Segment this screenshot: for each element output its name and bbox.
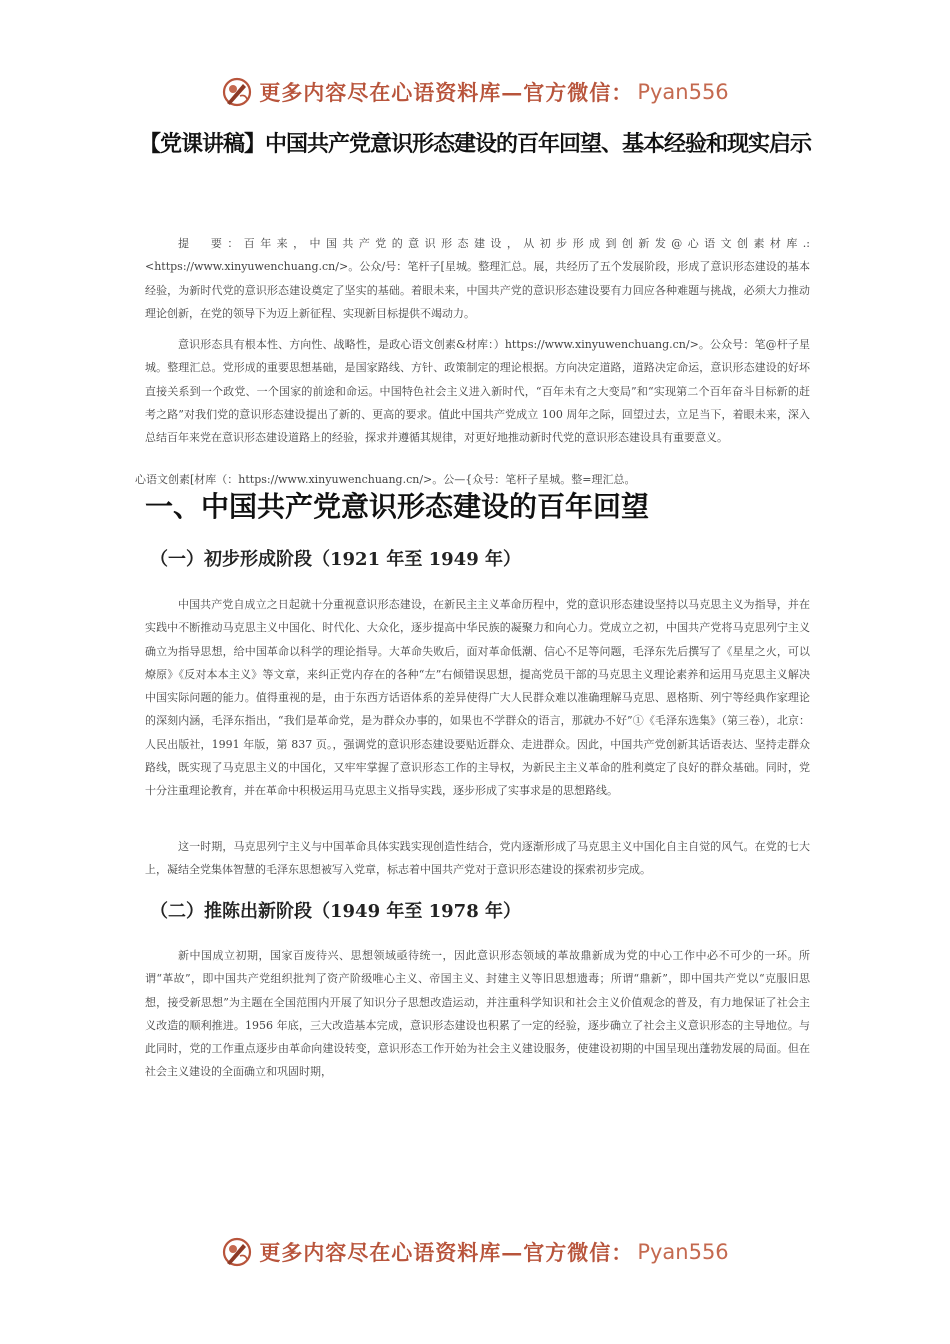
pen-flower-logo-icon: [221, 1236, 253, 1268]
subsection-heading-1: （一）初步形成阶段（1921 年至 1949 年）: [150, 549, 521, 570]
banner-text: 更多内容尽在心语资料库—官方微信：: [259, 80, 634, 105]
subsection-heading-2: （二）推陈出新阶段（1949 年至 1978 年）: [150, 901, 521, 922]
footer-banner: [0, 1232, 950, 1272]
banner-wechat-id: Pyan556: [637, 80, 729, 104]
banner-text: 更多内容尽在心语资料库—官方微信：: [259, 1240, 634, 1265]
subsection-1-paragraph-1: 中国共产党自成立之日起就十分重视意识形态建设，在新民主主义革命历程中，党的意识形态建设坚持以马克思主义为指导，并在实践中不断推动马克思主义中国化、时代化、大众化，逐步提高中华民族的凝聚力和向心力。党成立之初，中国共产党将马克思列宁主义确立为指导思想，给中国革命以科学的理论指导。大革命失败后，面对革命低潮、信心不足等问题，毛泽东先后撰写了《星星之火，可以燎原》《反对本本主义》等文章，来纠正党内存在的各种“左”右倾错误思想，提高党员干部的马克思主义理论素养和运用马克思主义解决中国实际问题的能力。值得重视的是，由于东西方话语体系的差异使得广大人民群众难以准确理解马克思、恩格斯、列宁等经典作家理论的深刻内涵，毛泽东指出，“我们是革命党，是为群众办事的，如果也不学群众的语言，那就办不好”①《毛泽东选集》（第三卷），北京：人民出版社，1991 年版，第 837 页。，强调党的意识形态建设要贴近群众、走进群众。因此，中国共产党创新其话语表达、坚持走群众路线，既实现了马克思主义的中国化，又牢牢掌握了意识形态工作的主导权，为新民主主义革命的胜利奠定了良好的群众基础。同时，党十分注重理论教育，并在革命中积极运用马克思主义指导实践，逐步形成了实事求是的思想路线。: [145, 598, 810, 798]
abstract-paragraph: 提 要：百年来，中国共产党的意识形态建设，从初步形成到创新发@心语文创素材库.:<https://www.xinyuwenchuang.cn/>。公众/号：笔杆子[星城。整理汇总。展，共经历了五个发展阶段，形成了意识形态建设的基本经验，为新时代党的意识形态建设奠定了坚实的基础。着眼未来，中国共产党的意识形态建设要有力回应各种难题与挑战，必须大力推动理论创新，在党的领导下为迈上新征程、实现新目标提供不竭动力。: [145, 237, 810, 320]
header-banner: [0, 72, 950, 112]
banner-wechat-id: Pyan556: [637, 1240, 729, 1264]
section-heading-1: 一、中国共产党意识形态建设的百年回望: [145, 490, 650, 523]
subsection-1-paragraph-2: 这一时期，马克思列宁主义与中国革命具体实践实现创造性结合，党内逐渐形成了马克思主义中国化自主自觉的风气。在党的七大上，凝结全党集体智慧的毛泽东思想被写入党章，标志着中国共产党对于意识形态建设的探索初步完成。: [145, 840, 810, 877]
document-title: 【党课讲稿】中国共产党意识形态建设的百年回望、基本经验和现实启示: [138, 132, 811, 157]
pen-flower-logo-icon: [221, 76, 253, 108]
intro-paragraph: 意识形态具有根本性、方向性、战略性，是政心语文创素&材库：）https://www.xinyuwenchuang.cn/>。公众号：笔@杆子星城。整理汇总。党形成的重要思想基础，是国家路线、方针、政策制定的理论根据。方向决定道路，道路决定命运，意识形态建设的好坏直接关系到一个政党、一个国家的前途和命运。中国特色社会主义进入新时代，“百年未有之大变局”和“实现第二个百年奋斗目标新的赶考之路”对我们党的意识形态建设提出了新的、更高的要求。值此中国共产党成立 100 周年之际，回望过去，立足当下，着眼未来，深入总结百年来党在意识形态建设道路上的经验，探求并遵循其规律，对更好地推动新时代党的意识形态建设具有重要意义。: [145, 338, 810, 445]
source-note: 心语文创素[材库（：https://www.xinyuwenchuang.cn/>。公—{众号：笔杆子星城。整=理汇总。: [135, 473, 636, 486]
subsection-2-paragraph-1: 新中国成立初期，国家百废待兴、思想领域亟待统一，因此意识形态领域的革故鼎新成为党的中心工作中必不可少的一环。所谓“革故”，即中国共产党组织批判了资产阶级唯心主义、帝国主义、封建主义等旧思想遗毒；所谓“鼎新”，即中国共产党以“克服旧思想，接受新思想”为主题在全国范围内开展了知识分子思想改造运动，并注重科学知识和社会主义价值观念的普及，有力地保证了社会主义改造的顺利推进。1956 年底，三大改造基本完成，意识形态建设也积累了一定的经验，逐步确立了社会主义意识形态的主导地位。与此同时，党的工作重点逐步由革命向建设转变，意识形态工作开始为社会主义建设服务，使建设初期的中国呈现出蓬勃发展的局面。但在社会主义建设的全面确立和巩固时期，: [145, 949, 810, 1079]
